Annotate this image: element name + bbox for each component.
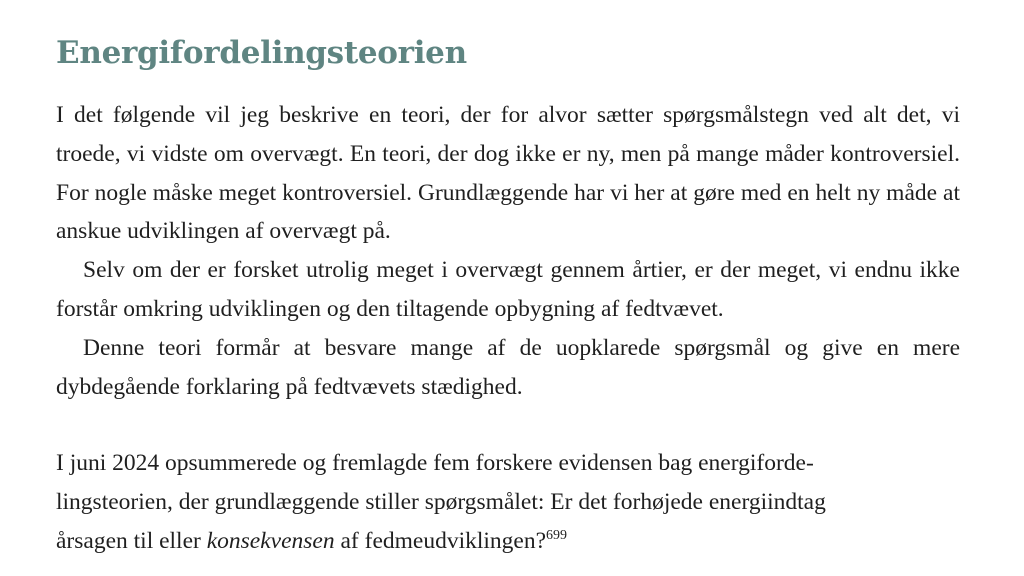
page-content [56, 32, 960, 561]
footnote-reference: 699 [546, 527, 568, 543]
section-heading: Energifordelingsteorien [56, 35, 467, 71]
paragraph-spacer [56, 406, 960, 444]
paragraph-line-1: I juni 2024 opsummerede og fremlagde fem forskere evidensen bag energiforde- [56, 450, 814, 477]
paragraph-line-2: lingsteorien, der grundlæggende stiller spørgsmålet: Er det forhøjede energiindtag [56, 489, 826, 516]
paragraph-june-2024 [56, 444, 960, 560]
paragraph-line-3-start: årsagen til eller [56, 527, 207, 554]
paragraph-theory: Denne teori formår at besvare mange af de uopklarede spørgsmål og give en mere dybdegående forklaring på fedtvævets stædighed. [56, 334, 960, 400]
paragraph-research: Selv om der er forsket utrolig meget i overvægt gennem årtier, er der meget, vi endnu ikke forstår omkring udviklingen og den tiltagende opbygning af fedtvævet. [56, 257, 960, 322]
paragraph-line-3-end: af fedmeudviklingen? [334, 527, 547, 554]
body-text [56, 96, 960, 561]
paragraph-intro: I det følgende vil jeg beskrive en teori, der for alvor sætter spørgsmålstegn ved alt det, vi troede, vi vidste om overvægt. En teori, der dog ikke er ny, men på mange måder kontroversiel. For nogle måske meget kontroversiel. Grundlæggende har vi her at gøre med en helt ny måde at anskue udviklingen af overvægt på. [56, 102, 960, 245]
emphasis-konsekvensen: konsekvensen [206, 527, 335, 554]
